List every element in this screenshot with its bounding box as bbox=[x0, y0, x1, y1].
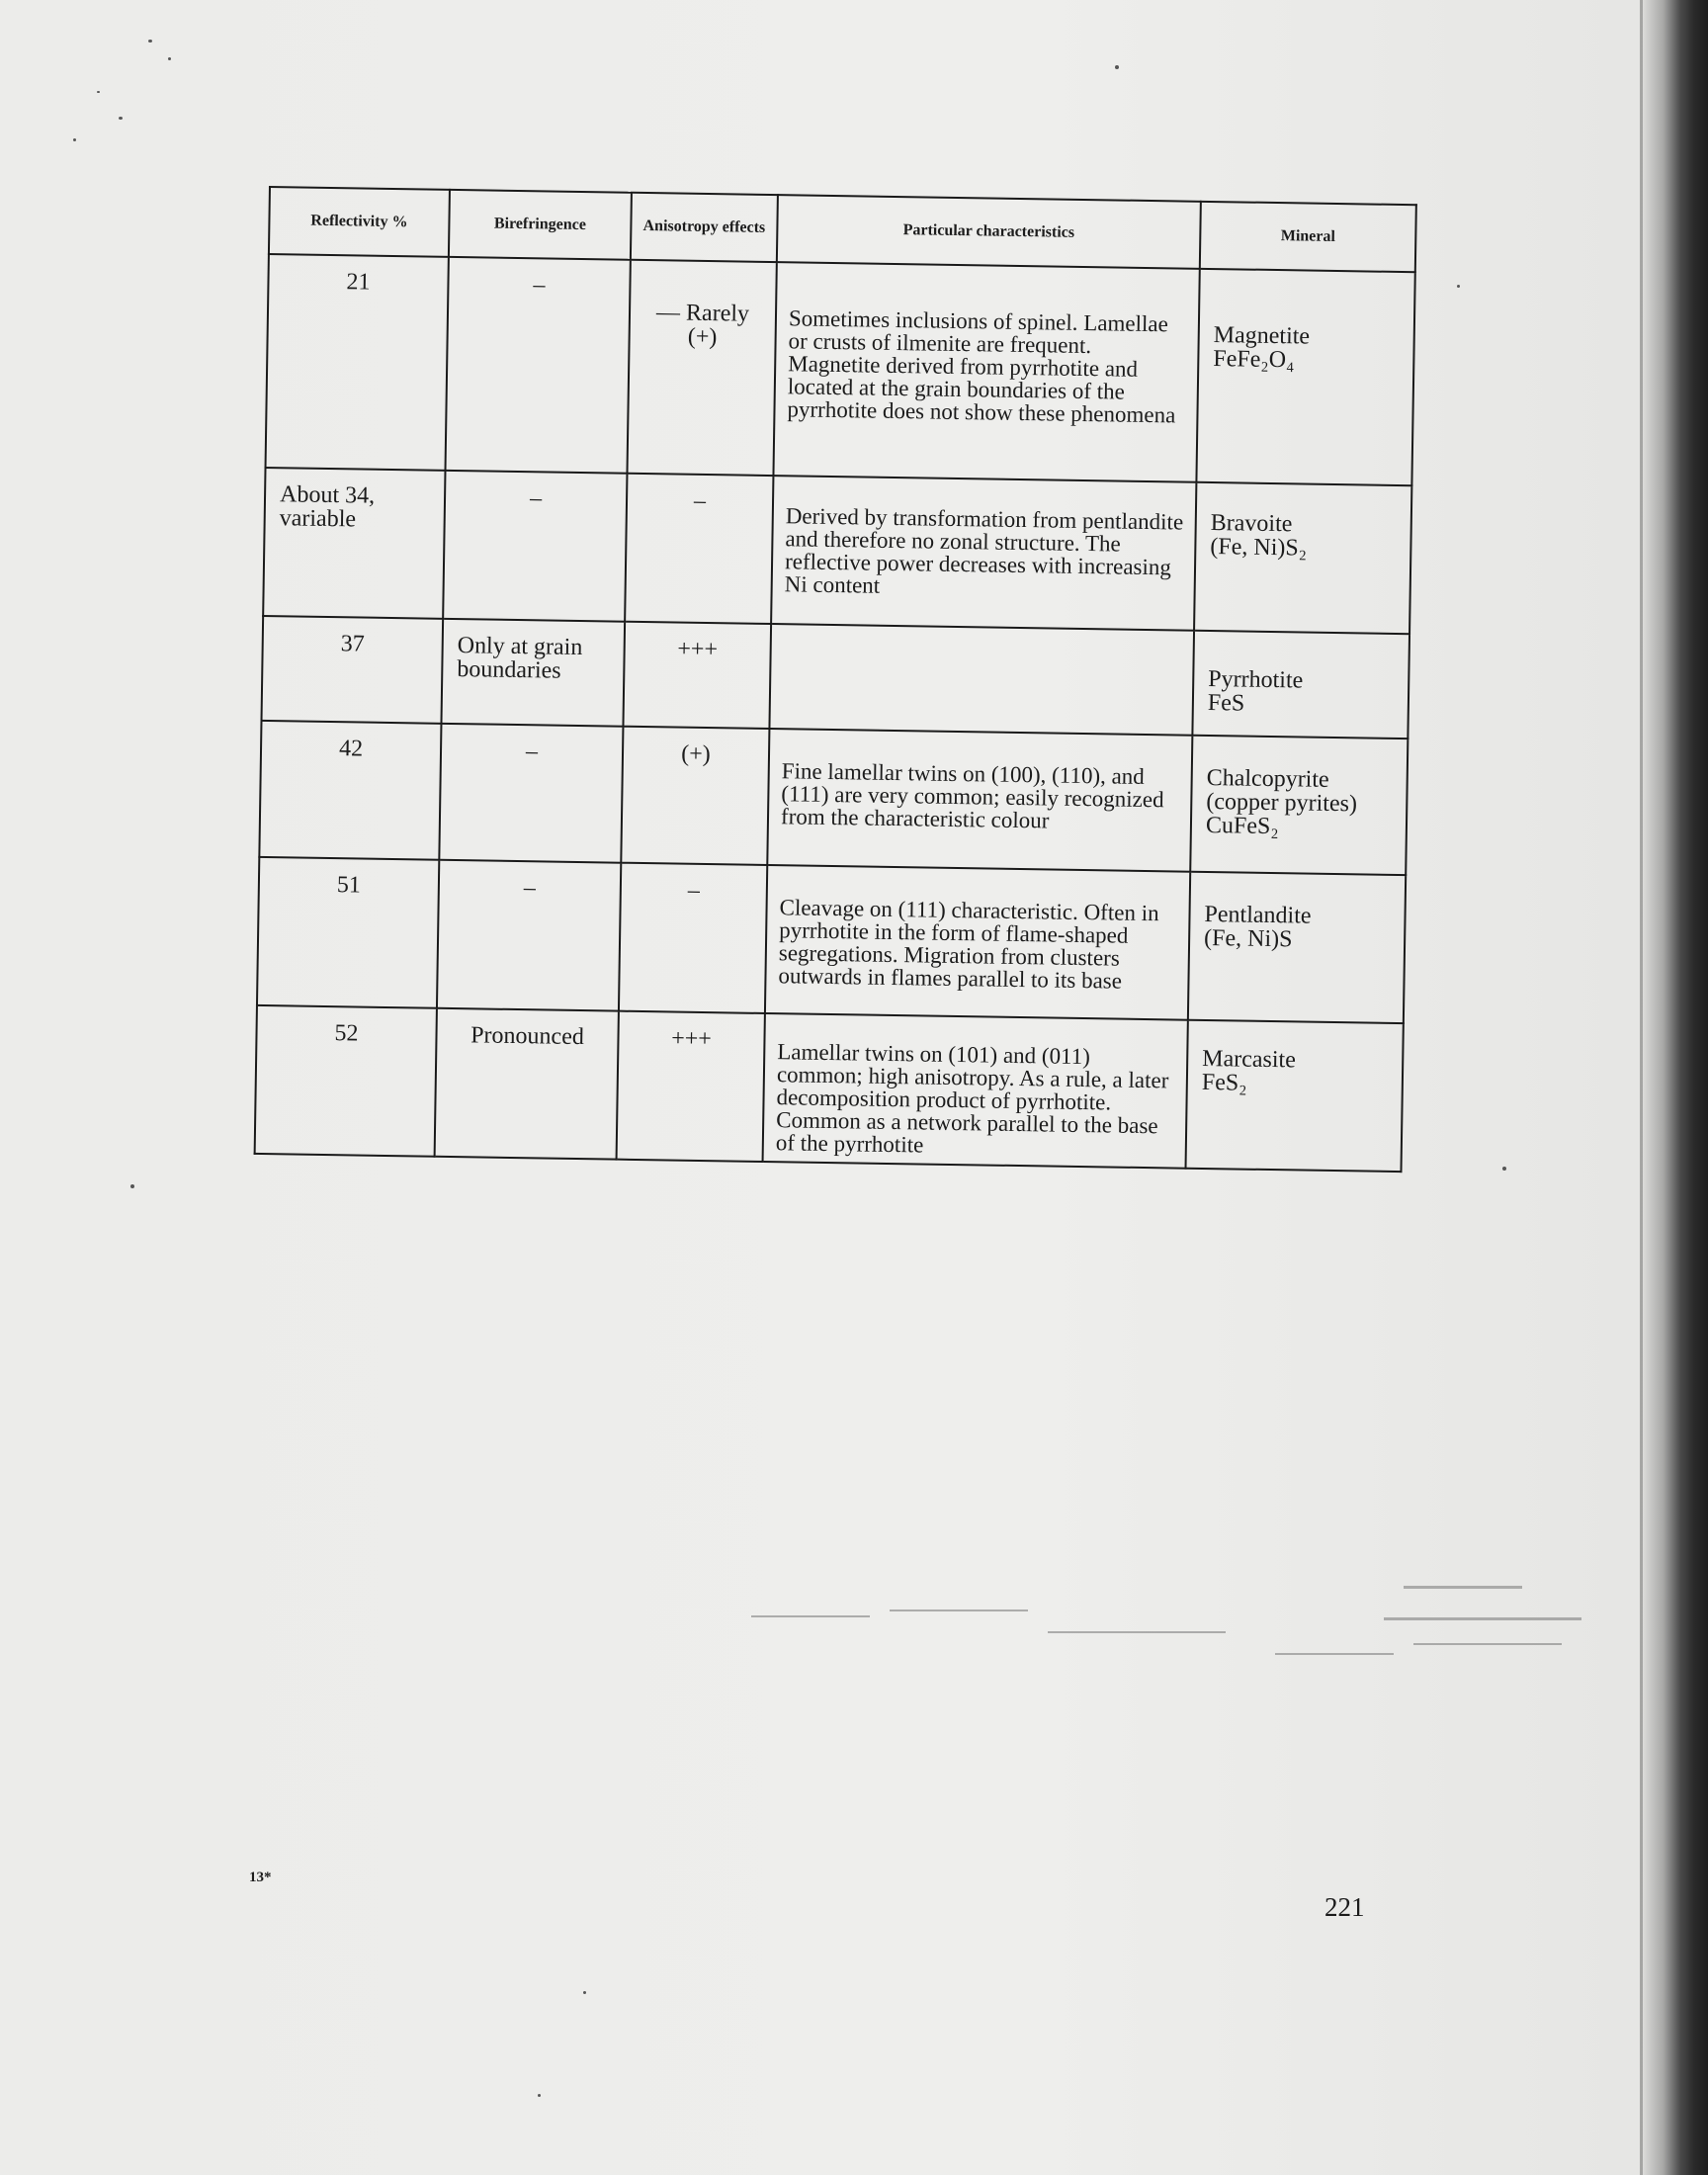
anisotropy-cell bbox=[619, 863, 767, 1013]
header-birefringence: Birefringence bbox=[449, 190, 632, 260]
mineral-formula: (Fe, Ni)S₂ bbox=[1210, 534, 1308, 562]
mineral-cell bbox=[1186, 1020, 1404, 1172]
birefringence-value: – bbox=[525, 739, 539, 765]
mineral-name: Pentlandite bbox=[1204, 901, 1312, 929]
mineral-formula: FeS bbox=[1207, 689, 1245, 717]
birefringence-value: – bbox=[533, 272, 546, 299]
reflectivity-cell bbox=[255, 1005, 437, 1157]
header-reflectivity: Reflectivity % bbox=[269, 187, 450, 257]
anisotropy-value: — Rarely (+) bbox=[655, 300, 750, 351]
mineral-name: Pyrrhotite bbox=[1208, 665, 1304, 694]
mineral-cell bbox=[1190, 736, 1408, 875]
anisotropy-value: +++ bbox=[670, 1025, 712, 1053]
mineral-formula: FeS₂ bbox=[1201, 1069, 1247, 1096]
mineral-name: Marcasite bbox=[1202, 1045, 1297, 1074]
reflectivity-value: 52 bbox=[334, 1020, 359, 1047]
table-row bbox=[257, 857, 1406, 1023]
anisotropy-cell bbox=[625, 474, 773, 624]
characteristics-cell bbox=[765, 865, 1190, 1020]
characteristics-cell bbox=[771, 476, 1196, 631]
reflectivity-value: 21 bbox=[346, 269, 371, 296]
reflectivity-cell bbox=[262, 616, 444, 724]
reflectivity-cell bbox=[263, 468, 445, 619]
characteristics-text: Lamellar twins on (101) and (011) common; high anisotropy. As a rule, a later decomposition product of pyrrhotite. Common as a network parallel to the base of the pyrrhotite bbox=[775, 1039, 1169, 1158]
reflectivity-cell bbox=[257, 857, 439, 1008]
table-row bbox=[263, 468, 1411, 634]
anisotropy-cell bbox=[623, 622, 771, 729]
birefringence-cell bbox=[446, 257, 631, 474]
mineral-name: Bravoite bbox=[1210, 510, 1293, 538]
reflectivity-cell bbox=[259, 721, 441, 860]
anisotropy-value: – bbox=[687, 877, 701, 904]
birefringence-value: Pronounced bbox=[470, 1022, 585, 1051]
birefringence-cell bbox=[439, 724, 623, 863]
mineral-formula: CuFeS₂ bbox=[1205, 812, 1279, 840]
mineral-table bbox=[254, 186, 1417, 1173]
mineral-table-container bbox=[253, 186, 1415, 1222]
binding-shadow bbox=[1639, 0, 1708, 2175]
anisotropy-value: (+) bbox=[681, 740, 711, 768]
characteristics-cell bbox=[769, 624, 1194, 736]
birefringence-value: – bbox=[529, 485, 543, 512]
reflectivity-cell bbox=[266, 254, 449, 471]
characteristics-text bbox=[771, 625, 1193, 681]
anisotropy-cell bbox=[621, 727, 769, 865]
reflectivity-value: 37 bbox=[340, 631, 365, 657]
anisotropy-value: – bbox=[693, 487, 707, 514]
characteristics-text: Derived by transformation from pentlandite and therefore no zonal structure. The reflective power decreases with increasing Ni content bbox=[784, 503, 1184, 598]
anisotropy-cell bbox=[627, 260, 776, 476]
anisotropy-cell bbox=[617, 1011, 765, 1162]
characteristics-text: Cleavage on (111) characteristic. Often in pyrrhotite in the form of flame-shaped segregations. Migration from clusters outwards in flames parallel to its base bbox=[778, 895, 1159, 994]
header-characteristics: Particular characteristics bbox=[777, 195, 1201, 269]
birefringence-cell bbox=[441, 619, 625, 727]
anisotropy-value: +++ bbox=[677, 636, 719, 663]
mineral-formula: (Fe, Ni)S bbox=[1203, 924, 1293, 953]
header-anisotropy: Anisotropy effects bbox=[631, 193, 778, 262]
table-row bbox=[255, 1005, 1404, 1172]
header-mineral: Mineral bbox=[1200, 202, 1416, 272]
birefringence-value: – bbox=[523, 875, 537, 902]
birefringence-cell bbox=[437, 860, 621, 1011]
mineral-cell bbox=[1188, 872, 1406, 1023]
mineral-formula: FeFe₂O₄ bbox=[1213, 346, 1295, 374]
mineral-name: Chalcopyrite (copper pyrites) bbox=[1206, 764, 1358, 818]
reflectivity-value: 42 bbox=[338, 736, 364, 762]
characteristics-cell bbox=[767, 729, 1192, 872]
characteristics-text: Sometimes inclusions of spinel. Lamellae or crusts of ilmenite are frequent. Magnetite derived from pyrrhotite and located at the grain boundaries of the pyrrhotite does not show these phenomena bbox=[787, 305, 1176, 428]
table-row bbox=[266, 254, 1415, 485]
reflectivity-value: About 34, variable bbox=[279, 481, 376, 533]
birefringence-value: Only at grain boundaries bbox=[457, 633, 583, 684]
birefringence-cell bbox=[443, 471, 627, 622]
mineral-cell bbox=[1192, 631, 1409, 739]
page-number: 221 bbox=[1324, 1892, 1365, 1922]
mineral-name: Magnetite bbox=[1213, 322, 1311, 350]
table-row bbox=[262, 616, 1410, 739]
characteristics-text: Fine lamellar twins on (100), (110), and (111) are very common; easily recognized from the characteristic colour bbox=[780, 758, 1164, 833]
characteristics-cell bbox=[763, 1013, 1188, 1169]
signature-mark: 13* bbox=[249, 1870, 272, 1885]
mineral-cell bbox=[1194, 482, 1411, 634]
characteristics-cell bbox=[773, 262, 1199, 482]
table-row bbox=[259, 721, 1408, 875]
mineral-cell bbox=[1196, 269, 1414, 485]
reflectivity-value: 51 bbox=[336, 872, 362, 899]
birefringence-cell bbox=[435, 1008, 619, 1160]
